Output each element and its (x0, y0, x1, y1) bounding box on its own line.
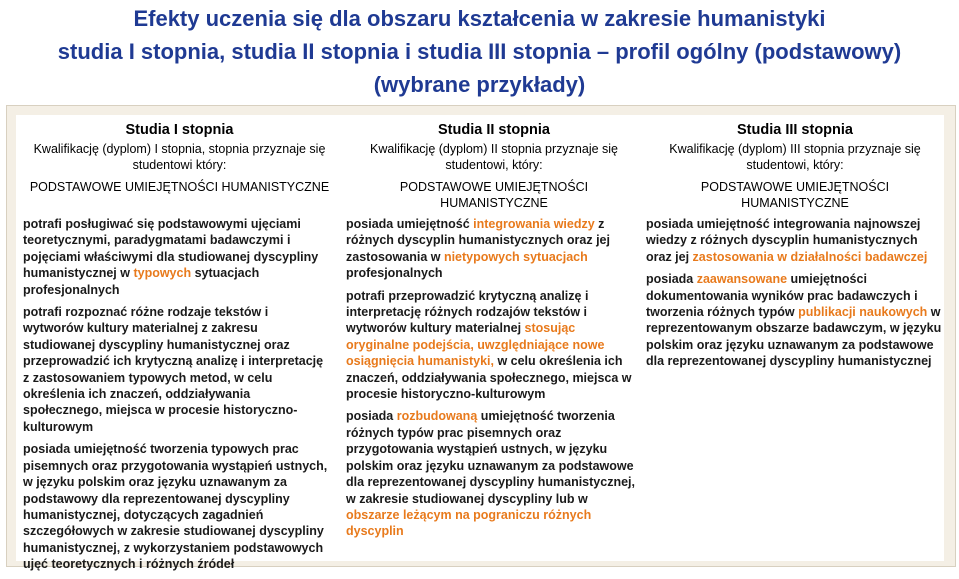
title-block (0, 4, 959, 99)
paragraph-text: umiejętność tworzenia różnych typów prac pisemnych oraz przygotowania wystąpień ustnych, w języku polskim oraz języku uznawanym za podstawowe dla reprezentowanej dyscypliny humanistycznej, w zakresie studiowanej dyscypliny lub w (346, 409, 635, 506)
column-heading: Studia I stopnia (125, 122, 234, 138)
paragraph-text: posiada umiejętność (346, 217, 474, 231)
category-line: PODSTAWOWE UMIEJĘTNOŚCI HUMANISTYCZNE (399, 180, 589, 210)
paragraph-text: posiada umiejętność integrowania najnowszej wiedzy z różnych dyscyplin humanistycznych oraz jej (646, 217, 921, 264)
category-label (346, 179, 642, 211)
title-line-1: Efekty uczenia się dla obszaru kształcenia w zakresie humanistyki (133, 6, 826, 31)
paragraph-text: posiada (646, 272, 697, 287)
column-body-3 (646, 216, 942, 376)
column-heading: Studia II stopnia (438, 122, 550, 138)
paragraph-text: posiada umiejętność tworzenia typowych prac pisemnych oraz przygotowania wystąpień ustnych, w języku polskim oraz języku uznawanym za podstawowy dla reprezentowanej dyscypliny humanistycznej, dotyczących zagadnień szczegółowych w zakresie studiowanej dyscypliny humanistycznej, z wykorzystaniem podstawowych ujęć teoretycznych i różnych źródeł (23, 442, 328, 572)
outcome-paragraph (23, 216, 328, 298)
paragraph-text: z różnych dyscyplin humanistycznych oraz jej zastosowania w (346, 217, 610, 264)
outcome-paragraph (346, 408, 638, 539)
highlighted-text: zastosowania w działalności badawczej (692, 249, 928, 264)
category-label (646, 179, 944, 211)
category-line: HUMANISTYCZNE (741, 196, 849, 210)
highlighted-text: stosując oryginalne podejścia, uwzględniające nowe osiągnięcia humanistyki, (346, 321, 605, 369)
highlighted-text: publikacji naukowych (798, 305, 928, 320)
outcome-paragraph (23, 441, 328, 572)
qualification-text (646, 141, 944, 173)
qualification-line: studentowi, który: (445, 158, 543, 172)
highlighted-text: rozbudowaną (396, 409, 478, 424)
highlighted-text: obszarze leżącym na pograniczu różnych dyscyplin (346, 507, 592, 539)
paragraph-text: w celu określenia ich znaczeń, oddziaływania społecznego, miejsca w procesie historyczno-kulturowym (346, 354, 632, 402)
outcome-paragraph (23, 304, 328, 435)
outcome-paragraph (346, 216, 638, 282)
paragraph-text: umiejętności dokumentowania wyników prac badawczych i tworzenia różnych typów (646, 272, 918, 320)
column-studia-2 (336, 115, 642, 211)
category-label (23, 179, 336, 195)
highlighted-text: integrowania wiedzy (473, 217, 595, 231)
column-body-2 (346, 216, 638, 546)
outcome-paragraph (646, 271, 942, 369)
paragraph-text: w reprezentowanym obszarze badawczym, w języku polskim oraz języku uznawanym za podstawowe dla reprezentowanej dyscypliny humanistycznej (646, 305, 942, 369)
column-studia-1 (16, 115, 336, 211)
highlighted-text: nietypowych sytuacjach (443, 249, 588, 264)
outcome-paragraph (646, 216, 942, 265)
column-heading: Studia III stopnia (736, 122, 853, 138)
highlighted-text: zaawansowane (696, 272, 788, 287)
title-line-2: studia I stopnia, studia II stopnia i studia III stopnia – profil ogólny (podstawowy) (57, 39, 902, 64)
paragraph-text: potrafi rozpoznać różne rodzaje tekstów i wytworów kultury materialnej z zakresu studiowanej dyscypliny humanistycznej oraz przeprowadzić ich krytyczną analizę i interpretację z zastosowaniem typowych metod, w celu określenia ich znaczeń, oddziaływania społecznego, miejsca w procesie historyczno-kulturowym (23, 305, 324, 434)
qualification-line: studentowi który: (132, 158, 227, 172)
title-line-3: (wybrane przykłady) (373, 72, 586, 97)
paragraph-text: potrafi przeprowadzić krytyczną analizę i interpretację różnych rodzajów tekstów i wytworów kultury materialnej (346, 288, 589, 336)
column-headers (16, 115, 944, 211)
qualification-line: studentowi, który: (746, 158, 844, 172)
qualification-line: Kwalifikację (dyplom) I stopnia, stopnia przyznaje się (33, 142, 326, 156)
highlighted-text: typowych (133, 266, 192, 281)
qualification-line: Kwalifikację (dyplom) III stopnia przyznaje się (669, 142, 921, 156)
table-inner (16, 115, 944, 572)
category-line: PODSTAWOWE UMIEJĘTNOŚCI (700, 180, 890, 194)
qualification-text (346, 141, 642, 173)
column-body-1 (23, 216, 328, 579)
paragraph-text: sytuacjach profesjonalnych (23, 266, 260, 297)
outcome-paragraph (346, 288, 638, 403)
paragraph-text: potrafi posługiwać się podstawowymi ujęciami teoretycznymi, paradygmatami badawczymi i pojęciami właściwymi dla studiowanej dyscypliny humanistycznej w (23, 217, 319, 281)
qualification-text (23, 141, 336, 173)
paragraph-text: posiada (346, 409, 397, 424)
table-frame (6, 105, 956, 572)
column-studia-3 (642, 115, 944, 211)
paragraph-text: profesjonalnych (346, 266, 443, 281)
qualification-line: Kwalifikację (dyplom) II stopnia przyznaje się (369, 142, 619, 156)
category-line: PODSTAWOWE UMIEJĘTNOŚCI HUMANISTYCZNE (29, 180, 330, 194)
